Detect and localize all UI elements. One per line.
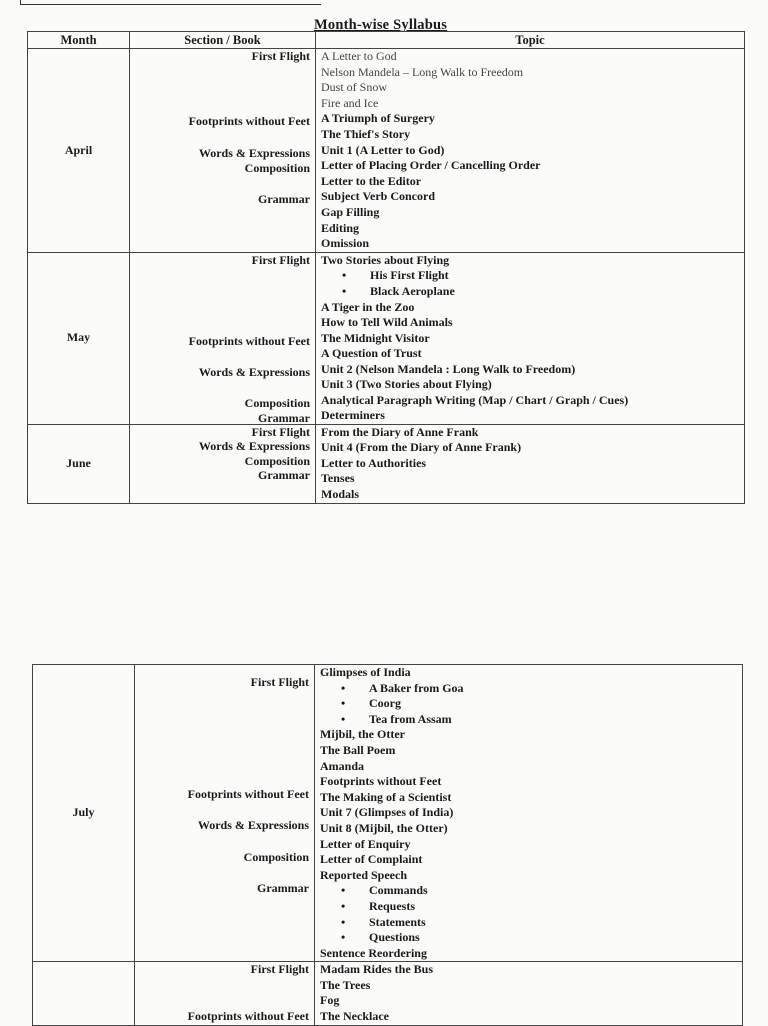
book-label: Words & Expressions [198, 145, 310, 160]
month-label: June [28, 424, 130, 503]
header-month: Month [28, 32, 130, 49]
topic: The Making of a Scientist [320, 789, 452, 804]
topic: Letter of Complaint [320, 852, 423, 867]
section-cell [135, 665, 315, 962]
subtopic: • Requests [320, 899, 742, 915]
topic: Fog [320, 993, 340, 1008]
topic: A Triumph of Surgery [321, 111, 435, 126]
topic: From the Diary of Anne Frank [321, 424, 479, 439]
month-label [33, 962, 135, 1025]
topic: Letter to the Editor [321, 173, 422, 188]
topic: Determiners [321, 408, 385, 421]
topic: Unit 1 (A Letter to God) [321, 142, 445, 157]
month-label: July [33, 665, 135, 962]
topic: How to Tell Wild Animals [321, 315, 453, 330]
topic: The Trees [320, 977, 371, 992]
book-label: Composition [244, 453, 310, 468]
month-row-april [28, 49, 745, 253]
book-label: Words & Expressions [198, 439, 310, 454]
topic: Modals [321, 487, 360, 502]
topic: Glimpses of India [320, 665, 411, 679]
topic: Two Stories about Flying [321, 252, 450, 267]
month-row-july [33, 665, 743, 962]
subtopic: • Questions [320, 930, 742, 946]
month-label: May [28, 252, 130, 424]
topic: Omission [321, 236, 370, 251]
topic: Unit 3 (Two Stories about Flying) [321, 377, 492, 392]
topic: Fire and Ice [321, 95, 379, 110]
previous-page-edge [20, 0, 321, 5]
month-row-may [28, 252, 745, 424]
topic: Letter of Placing Order / Cancelling Order [321, 158, 541, 173]
book-label: First Flight [250, 962, 309, 977]
header-row [28, 32, 745, 49]
topic: Unit 7 (Glimpses of India) [320, 805, 454, 820]
book-label: Grammar [258, 192, 310, 207]
topic-cell [316, 49, 745, 253]
topic: Analytical Paragraph Writing (Map / Chart / Graph / Cues) [321, 393, 629, 408]
topic: The Midnight Visitor [321, 330, 430, 345]
topic: Reported Speech [320, 867, 407, 882]
page-title: Month-wise Syllabus [314, 17, 448, 33]
header-section: Section / Book [130, 32, 316, 49]
topic: Gap Filling [321, 204, 380, 219]
subtopic: • Statements [320, 915, 742, 931]
header-topic: Topic [316, 32, 745, 49]
topic-cell [315, 962, 743, 1025]
syllabus-table-1 [27, 31, 745, 504]
month-row-next [33, 962, 743, 1025]
topic: A Tiger in the Zoo [321, 299, 415, 314]
topic: Subject Verb Concord [321, 189, 436, 204]
topic: Letter of Enquiry [320, 836, 411, 851]
topic: The Ball Poem [320, 742, 396, 757]
section-cell [130, 49, 316, 253]
topic: Mijbil, the Otter [320, 727, 405, 742]
topic: Dust of Snow [321, 80, 388, 95]
topic-cell [316, 424, 745, 503]
topic: Unit 4 (From the Diary of Anne Frank) [321, 440, 522, 455]
book-label: First Flight [250, 675, 309, 689]
topic: The Necklace [320, 1009, 389, 1024]
book-label: Grammar [258, 468, 310, 483]
book-label: Grammar [258, 410, 310, 425]
section-cell [135, 962, 315, 1025]
book-label: Footprints without Feet [188, 114, 310, 129]
book-label: Composition [243, 849, 309, 864]
topic: Unit 2 (Nelson Mandela : Long Walk to Freedom) [321, 361, 576, 376]
book-label: Composition [244, 396, 310, 411]
topic: Nelson Mandela – Long Walk to Freedom [321, 64, 524, 79]
book-label: First Flight [251, 252, 310, 267]
book-label: Words & Expressions [197, 818, 309, 833]
month-row-june [28, 424, 745, 503]
section-cell [130, 424, 316, 503]
book-label: Words & Expressions [198, 364, 310, 379]
subtopic: • Black Aeroplane [321, 284, 744, 300]
topic: Tenses [321, 471, 355, 486]
syllabus-table-2 [32, 664, 743, 1026]
topic: Footprints without Feet [320, 774, 442, 789]
book-label: Footprints without Feet [188, 333, 310, 348]
topic: Unit 8 (Mijbil, the Otter) [320, 820, 448, 835]
topic-cell [316, 252, 745, 424]
subtopic: • His First Flight [321, 268, 744, 284]
section-cell [130, 252, 316, 424]
subtopic: • Commands [320, 883, 742, 899]
topic: Editing [321, 220, 360, 235]
topic: The Thief's Story [321, 126, 411, 141]
book-label: First Flight [251, 424, 310, 439]
subtopic: • A Baker from Goa [320, 681, 742, 697]
book-label: Footprints without Feet [187, 1009, 309, 1024]
topic: Madam Rides the Bus [320, 962, 434, 977]
book-label: Grammar [257, 880, 309, 895]
topic: Amanda [320, 758, 365, 773]
month-label: April [28, 49, 130, 253]
subtopic: • Tea from Assam [320, 712, 742, 728]
topic-cell [315, 665, 743, 962]
subtopic: • Coorg [320, 696, 742, 712]
topic: A Question of Trust [321, 346, 422, 361]
book-label: First Flight [251, 49, 310, 63]
topic: Sentence Reordering [320, 945, 427, 960]
book-label: Composition [244, 161, 310, 176]
book-label: Footprints without Feet [187, 787, 309, 802]
topic: Letter to Authorities [321, 455, 427, 470]
topic: A Letter to God [321, 49, 397, 63]
